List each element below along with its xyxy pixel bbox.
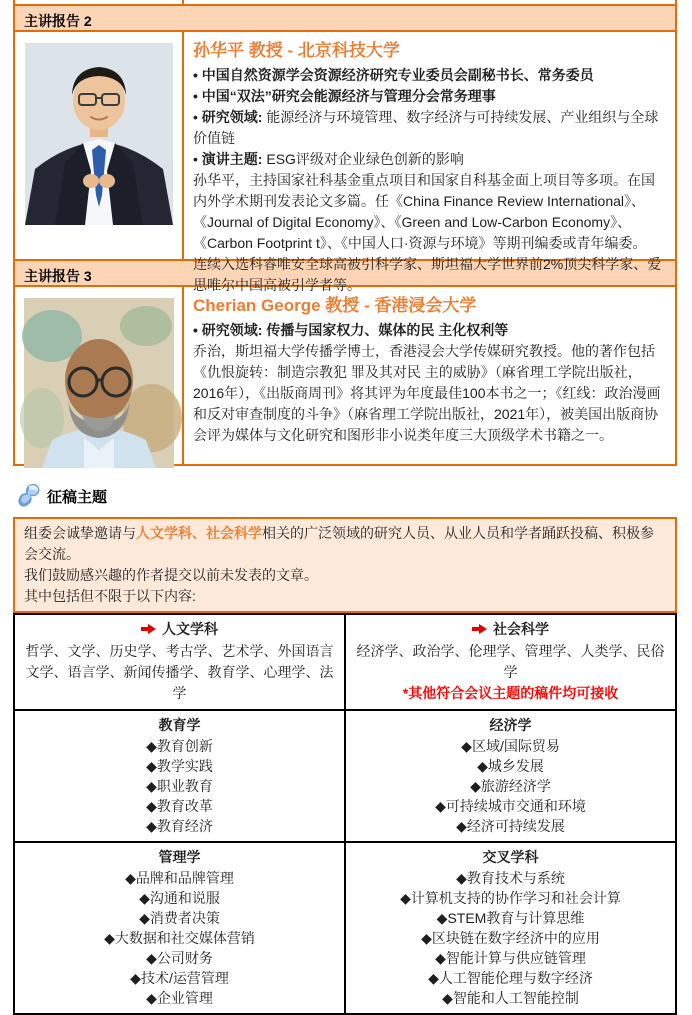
topic-item: ◆教育创新 (146, 738, 213, 754)
dot-bullet: • (193, 109, 198, 125)
topics-table (13, 613, 677, 1015)
speaker-avatar (24, 298, 174, 468)
speaker-photo-cell (15, 32, 184, 259)
call-for-papers-heading (13, 481, 692, 511)
intro-text: 组委会诚挚邀请与 (24, 525, 136, 541)
interdisciplinary-cell (345, 842, 676, 1014)
speaker-bio: 乔治，斯坦福大学传播学博士，香港浸会大学传媒研究教授。他的著作包括《仇恨旋转：制造宗教犯 罪及其对民 主的威胁》（麻省理工学院出版社，2016年），《出版商周刊》将其评为年度最佳100本书之一；《红线：政治漫画和反对审查制度的斗争》（麻省理工学院出版社，2021年），被美国出版商协会评为媒体与文化研究和图形非小说类年度三大顶级学术书籍之一。 (193, 343, 661, 443)
topic-item: ◆公司财务 (146, 950, 213, 966)
credential-text: 中国“双法”研究会能源经济与管理分会常务理事 (201, 88, 496, 104)
empty-cell (184, 0, 675, 4)
research-field-line (193, 107, 665, 149)
table-row (14, 710, 676, 842)
intro-line-2: 我们鼓励感兴趣的作者提交以前未发表的文章。 (24, 567, 318, 583)
topic-item: ◆消费者决策 (139, 910, 220, 926)
column-header (352, 617, 669, 641)
topic-item: ◆计算机支持的协作学习和社会计算 (400, 890, 621, 906)
suit-portrait-illustration (25, 43, 173, 225)
speaker-name: 孙华平 教授 - 北京科技大学 (193, 41, 400, 60)
topic-item: ◆人工智能伦理与数字经济 (428, 970, 593, 986)
humanities-cell (14, 614, 345, 710)
cfp-intro-box (13, 517, 677, 613)
keynote-speakers-table (13, 0, 677, 466)
portrait-illustration (24, 298, 174, 468)
topic-list (352, 868, 669, 1008)
topic-item: ◆企业管理 (146, 990, 213, 1006)
table-row (14, 842, 676, 1014)
topic-item: ◆教学实践 (146, 758, 213, 774)
topic-item: ◆旅游经济学 (470, 778, 551, 794)
intro-line-3: 其中包括但不限于以下内容: (24, 588, 196, 604)
topic-item: ◆教育改革 (146, 798, 213, 814)
topic-item: ◆STEM教育与计算思维 (436, 910, 585, 926)
speaker-photo-cell (15, 287, 184, 464)
topic-item: ◆大数据和社交媒体营销 (104, 930, 255, 946)
table-row (14, 614, 676, 710)
talk-topic-line (193, 149, 665, 170)
social-sciences-cell (345, 614, 676, 710)
topic-list (21, 868, 338, 1008)
credential-text: 中国自然资源学会资源经济研究专业委员会副秘书长、常务委员 (201, 67, 594, 83)
management-cell (14, 842, 345, 1014)
research-field-line (193, 320, 665, 341)
speaker-info (184, 287, 675, 464)
field-label: 研究领域: (201, 109, 263, 125)
group-title: 交叉学科 (482, 849, 539, 865)
credential-line (193, 86, 665, 107)
speaker-bio: 连续入选科睿唯安全球高被引科学家、斯坦福大学世界前2%顶尖科学家、爱思唯尔中国高被引学者等。 (193, 256, 662, 293)
topic-item: ◆职业教育 (146, 778, 213, 794)
topic-item: ◆品牌和品牌管理 (125, 870, 234, 886)
group-title: 教育学 (158, 717, 201, 733)
topic-item: ◆沟通和说服 (139, 890, 220, 906)
topic-item: ◆智能计算与供应链管理 (435, 950, 586, 966)
intro-highlight: 人文学科、社会科学 (136, 525, 262, 541)
topic-item: ◆经济可持续发展 (456, 818, 565, 834)
column-title: 人文学科 (162, 621, 218, 637)
table-row (15, 0, 675, 4)
topic-list (21, 736, 338, 836)
call-for-papers-icon (13, 481, 43, 511)
section-header-report2: 主讲报告 2 (15, 4, 675, 32)
speaker-name: Cherian George 教授 - 香港浸会大学 (193, 296, 477, 315)
field-text: 传播与国家权力、媒体的民 主化权利等 (262, 322, 509, 338)
group-title: 管理学 (158, 849, 201, 865)
subject-list: 经济学、政治学、伦理学、管理学、人类学、民俗学 (356, 643, 665, 680)
subject-list: 哲学、文学、历史学、考古学、艺术学、外国语言文学、语言学、新闻传播学、教育学、心理学、法学 (25, 643, 334, 701)
talk-label: 演讲主题: (201, 151, 263, 167)
red-arrow-icon (141, 619, 156, 641)
column-title: 社会科学 (493, 621, 549, 637)
education-cell (14, 710, 345, 842)
field-text: 能源经济与环境管理、数字经济与可持续发展、产业组织与全球价值链 (193, 109, 659, 146)
group-title: 经济学 (489, 717, 532, 733)
speaker-info (184, 32, 675, 293)
credential-line (193, 65, 665, 86)
field-label: 研究领域: (201, 322, 263, 338)
topic-list (352, 736, 669, 836)
dot-bullet: • (193, 88, 198, 104)
page-section-title: 征稿主题 (47, 488, 108, 506)
topic-item: ◆技术/运营管理 (130, 970, 229, 986)
speaker-bio: 孙华平，主持国家社科基金重点项目和国家自科基金面上项目等多项。在国内外学术期刊发表论文多篇。任《China Finance Review International》、《Journal of Digital Economy》、《Green and Low-Carbon Economy》、《Carbon Footprint t》、《中国人口·资源与环境》等期刊编委或青年编委。 (193, 172, 655, 251)
section-header-report3: 主讲报告 3 (15, 259, 675, 287)
empty-cell (15, 0, 184, 4)
intro-line-1 (24, 523, 666, 565)
speaker-avatar (25, 43, 173, 225)
talk-text: ESG评级对企业绿色创新的影响 (262, 151, 464, 167)
dot-bullet: • (193, 67, 198, 83)
column-header (21, 617, 338, 641)
topic-item: ◆教育技术与系统 (456, 870, 565, 886)
topic-item: ◆区域/国际贸易 (461, 738, 560, 754)
topic-item: ◆智能和人工智能控制 (442, 990, 579, 1006)
acceptance-note: *其他符合会议主题的稿件均可接收 (402, 685, 619, 701)
red-arrow-icon (472, 619, 487, 641)
speaker-row-cherian-george (15, 287, 675, 464)
dot-bullet: • (193, 151, 198, 167)
intro-text: 相关的广泛领域的研究人员、从业人员和学者踊跃投稿、积极参会交流。 (24, 525, 654, 562)
dot-bullet: • (193, 322, 198, 338)
economics-cell (345, 710, 676, 842)
topic-item: ◆城乡发展 (477, 758, 544, 774)
topic-item: ◆区块链在数字经济中的应用 (421, 930, 600, 946)
topic-item: ◆可持续城市交通和环境 (435, 798, 586, 814)
topic-item: ◆教育经济 (146, 818, 213, 834)
